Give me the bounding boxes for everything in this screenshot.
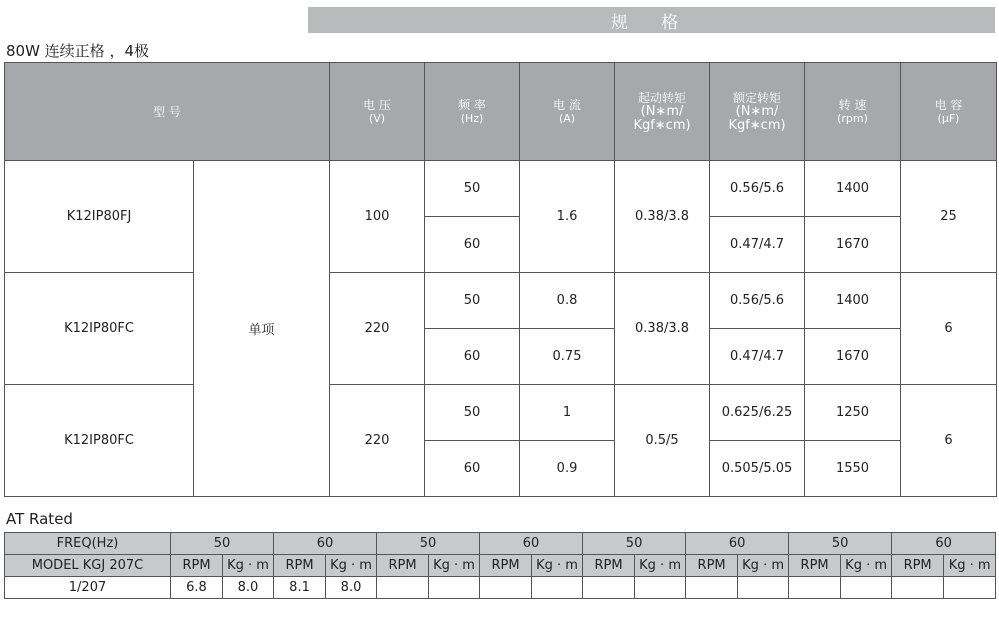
- kgm-header: Kg · m: [429, 555, 480, 577]
- voltage-cell: 100: [330, 161, 425, 273]
- current-cell: 1: [520, 385, 615, 441]
- frequency-cell: 50: [425, 161, 520, 217]
- rated-torque-cell: 0.47/4.7: [710, 329, 805, 385]
- freq-cell: 60: [274, 533, 377, 555]
- capacitor-cell: 6: [901, 385, 997, 497]
- freq-cell: 50: [583, 533, 686, 555]
- table-row: [5, 161, 997, 217]
- speed-cell: 1670: [805, 329, 901, 385]
- current-cell: 0.9: [520, 441, 615, 497]
- value-cell: [944, 577, 996, 599]
- current-cell: 0.75: [520, 329, 615, 385]
- start-torque-cell: 0.38/3.8: [615, 161, 710, 273]
- unit-row: [5, 555, 996, 577]
- freq-cell: 50: [377, 533, 480, 555]
- phase-cell: 单项: [194, 161, 330, 497]
- kgm-header: Kg · m: [944, 555, 996, 577]
- voltage-cell: 220: [330, 273, 425, 385]
- speed-cell: 1400: [805, 273, 901, 329]
- frequency-cell: 60: [425, 329, 520, 385]
- value-cell: [738, 577, 789, 599]
- capacitor-cell: 6: [901, 273, 997, 385]
- start-torque-cell: 0.5/5: [615, 385, 710, 497]
- table-row: [5, 385, 997, 441]
- rpm-header: RPM: [583, 555, 635, 577]
- current-cell: 0.8: [520, 273, 615, 329]
- section-title: 规 格: [308, 7, 995, 33]
- value-row: [5, 577, 996, 599]
- freq-cell: 60: [480, 533, 583, 555]
- model-label: MODEL KGJ 207C: [5, 555, 171, 577]
- spec-table: [4, 62, 997, 497]
- speed-cell: 1670: [805, 217, 901, 273]
- value-cell: [532, 577, 583, 599]
- model-cell: K12IP80FJ: [5, 161, 194, 273]
- header-frequency: 频 率 (Hz): [425, 63, 520, 161]
- value-cell: [892, 577, 944, 599]
- frequency-cell: 60: [425, 217, 520, 273]
- kgm-header: Kg · m: [841, 555, 892, 577]
- start-torque-cell: 0.38/3.8: [615, 273, 710, 385]
- rated-torque-cell: 0.505/5.05: [710, 441, 805, 497]
- kgm-header: Kg · m: [738, 555, 789, 577]
- value-cell: [377, 577, 429, 599]
- value-cell: [480, 577, 532, 599]
- header-voltage: 电 压 (V): [330, 63, 425, 161]
- value-cell: 8.1: [274, 577, 326, 599]
- rated-torque-cell: 0.47/4.7: [710, 217, 805, 273]
- rated-torque-cell: 0.625/6.25: [710, 385, 805, 441]
- value-cell: [583, 577, 635, 599]
- rated-torque-cell: 0.56/5.6: [710, 161, 805, 217]
- rpm-header: RPM: [274, 555, 326, 577]
- rpm-header: RPM: [686, 555, 738, 577]
- value-cell: 8.0: [223, 577, 274, 599]
- header-speed: 转 速 (rpm): [805, 63, 901, 161]
- freq-label: FREQ(Hz): [5, 533, 171, 555]
- header-capacitor: 电 容 (μF): [901, 63, 997, 161]
- capacitor-cell: 25: [901, 161, 997, 273]
- speed-cell: 1250: [805, 385, 901, 441]
- model-cell: K12IP80FC: [5, 273, 194, 385]
- kgm-header: Kg · m: [635, 555, 686, 577]
- header-current: 电 流 (A): [520, 63, 615, 161]
- ratio-cell: 1/207: [5, 577, 171, 599]
- rpm-header: RPM: [789, 555, 841, 577]
- rated-torque-cell: 0.56/5.6: [710, 273, 805, 329]
- header-model: 型 号: [5, 63, 330, 161]
- voltage-cell: 220: [330, 385, 425, 497]
- freq-cell: 50: [171, 533, 274, 555]
- speed-cell: 1400: [805, 161, 901, 217]
- freq-cell: 60: [686, 533, 789, 555]
- kgm-header: Kg · m: [532, 555, 583, 577]
- model-cell: K12IP80FC: [5, 385, 194, 497]
- table-row: [5, 273, 997, 329]
- value-cell: [686, 577, 738, 599]
- freq-cell: 50: [789, 533, 892, 555]
- current-cell: 1.6: [520, 161, 615, 273]
- rated-label: AT Rated: [6, 510, 73, 528]
- speed-cell: 1550: [805, 441, 901, 497]
- kgm-header: Kg · m: [326, 555, 377, 577]
- value-cell: [429, 577, 480, 599]
- value-cell: [635, 577, 686, 599]
- frequency-cell: 60: [425, 441, 520, 497]
- frequency-cell: 50: [425, 385, 520, 441]
- header-rated-torque: 额定转矩 (N∗m/ Kgf∗cm): [710, 63, 805, 161]
- value-cell: [789, 577, 841, 599]
- rpm-header: RPM: [892, 555, 944, 577]
- header-start-torque: 起动转矩 (N∗m/ Kgf∗cm): [615, 63, 710, 161]
- kgm-header: Kg · m: [223, 555, 274, 577]
- value-cell: [841, 577, 892, 599]
- rated-table: [4, 532, 996, 599]
- motor-spec-subtitle: 80W 连续正格 ，4极: [6, 42, 149, 60]
- rpm-header: RPM: [171, 555, 223, 577]
- freq-row: [5, 533, 996, 555]
- value-cell: 8.0: [326, 577, 377, 599]
- value-cell: 6.8: [171, 577, 223, 599]
- spec-header-row: [5, 63, 997, 161]
- rpm-header: RPM: [480, 555, 532, 577]
- freq-cell: 60: [892, 533, 996, 555]
- rpm-header: RPM: [377, 555, 429, 577]
- frequency-cell: 50: [425, 273, 520, 329]
